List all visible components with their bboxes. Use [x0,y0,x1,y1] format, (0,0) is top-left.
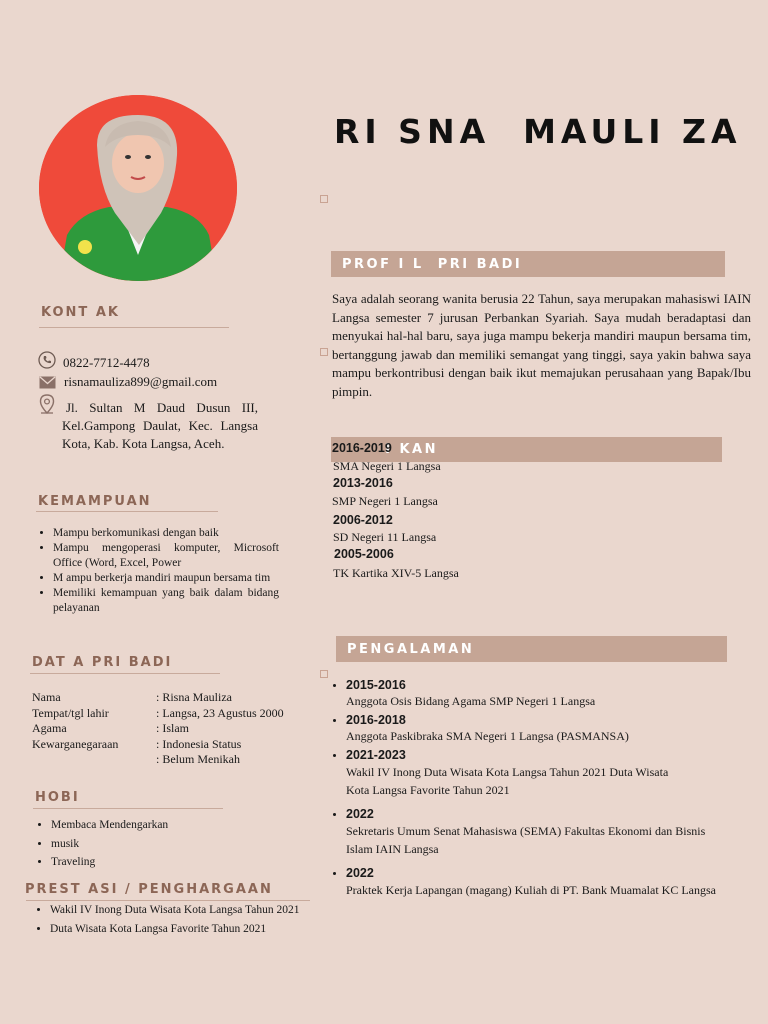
exp-year: • 2021-2023 [346,748,406,762]
email-address: risnamauliza899@gmail.com [64,374,218,389]
edu-year: 2005-2006 [334,547,394,561]
edu-school: SD Negeri 11 Langsa [333,530,437,544]
divider [36,511,218,512]
list-item: • Mampu mengoperasi komputer, Microsoft Office (Word, Excel, Power [53,541,279,571]
experience-item [346,807,746,858]
list-item: • Membaca Mendengarkan [51,816,271,835]
exp-desc: Anggota Paskibraka SMA Negeri 1 Langsa (PASMANSA) [346,729,629,743]
list-item: • M ampu berkerja mandiri maupun bersama tim [53,571,279,586]
exp-year: • 2016-2018 [346,713,406,727]
hobby-heading: HOBI [35,790,80,805]
full-name: RI SNA MAULI ZA [334,112,742,151]
experience-item [346,678,746,709]
experience-item [346,713,746,744]
data-key [32,752,156,768]
edu-school: TK Kartika XIV-5 Langsa [333,566,459,580]
exp-desc: Praktek Kerja Lapangan (magang) Kuliah di PT. Bank Muamalat KC Langsa [346,883,717,897]
edu-year: 2013-2016 [333,476,393,490]
data-key: Kewarganegaraan [32,736,119,751]
divider [39,327,229,328]
exp-desc: Wakil IV Inong Duta Wisata Kota Langsa Tahun 2021 Duta Wisata Kota Langsa Favorite Tahun 2021 [346,765,669,797]
data-row [32,721,302,737]
list-item: • Duta Wisata Kota Langsa Favorite Tahun 2021 [50,922,332,937]
phone-icon [38,351,56,369]
experience-list [326,678,746,899]
edu-year: 2006-2012 [333,513,393,527]
data-value: : Risna Mauliza [156,690,232,704]
hobby-list [31,816,271,872]
data-key: Agama [32,721,67,735]
data-key: Nama [32,690,61,704]
exp-year: • 2015-2016 [346,678,406,692]
email-icon [39,376,56,389]
data-row [32,706,302,722]
data-row [32,690,302,706]
contact-heading: KONT AK [41,305,120,320]
exp-year: • 2022 [346,866,374,880]
personal-data-heading: DAT A PRI BADI [32,655,173,670]
achievements-list [30,903,332,937]
person-illustration [39,95,237,281]
list-item: • Wakil IV Inong Duta Wisata Kota Langsa Tahun 2021 [50,903,332,918]
phone-number: 0822-7712-4478 [63,355,150,370]
list-item: • Memiliki kemampuan yang baik dalam bidang pelayanan [53,586,279,616]
divider [30,673,220,674]
data-value: : Indonesia Status [156,736,242,751]
skills-list [33,526,279,616]
data-row [32,752,302,768]
address: Jl. Sultan M Daud Dusun III, Kel.Gampong Daulat, Kec. Langsa Kota, Kab. Kota Langsa, Aceh. [62,400,258,451]
decorative-square [320,348,328,356]
list-item: • Mampu berkomunikasi dengan baik [53,526,279,541]
personal-data-table [32,690,302,768]
edu-school: SMA Negeri 1 Langsa [333,459,441,473]
edu-school: SMP Negeri 1 Langsa [332,494,438,508]
data-key: Tempat/tgl lahir [32,705,109,720]
experience-heading-bar: PENGALAMAN [336,636,727,662]
data-value: : Langsa, 23 Agustus 2000 [156,705,284,720]
list-item: • musik [51,835,271,854]
exp-desc: Anggota Osis Bidang Agama SMP Negeri 1 Langsa [346,694,596,708]
profile-heading-bar: PROF I L PRI BADI [331,251,725,277]
profile-photo [39,95,237,281]
data-row [32,737,302,753]
education-heading-bar: I KAN [331,437,722,462]
achievements-heading: PREST ASI / PENGHARGAAN [25,882,273,897]
exp-year: • 2022 [346,807,374,821]
experience-item [346,866,746,899]
divider [26,900,310,901]
decorative-square [320,195,328,203]
location-icon [39,394,55,414]
decorative-square [320,670,328,678]
profile-text: Saya adalah seorang wanita berusia 22 Tahun, saya merupakan mahasiswi IAIN Langsa semester 7 jurusan Perbankan Syariah. Saya mudah beradaptasi dan menyukai hal-hal baru, saya juga mampu bekerja mandiri maupun bersama tim, bertanggung jawab dan memiliki semangat yang tinggi, saya yakin bahwa saya mampu berkontribusi dengan baik ikut memajukan perusahaan yang Bapak/Ibu pimpin. [332,291,751,399]
list-item: • Traveling [51,853,271,872]
exp-desc: Sekretaris Umum Senat Mahasiswa (SEMA) Fakultas Ekonomi dan Bisnis Islam IAIN Langsa [346,824,706,856]
data-value: : Belum Menikah [156,752,240,766]
skills-heading: KEMAMPUAN [38,494,152,509]
divider [33,808,223,809]
edu-year: 2016-2019 [332,441,392,455]
experience-item [346,748,746,799]
data-value: : Islam [156,721,189,735]
